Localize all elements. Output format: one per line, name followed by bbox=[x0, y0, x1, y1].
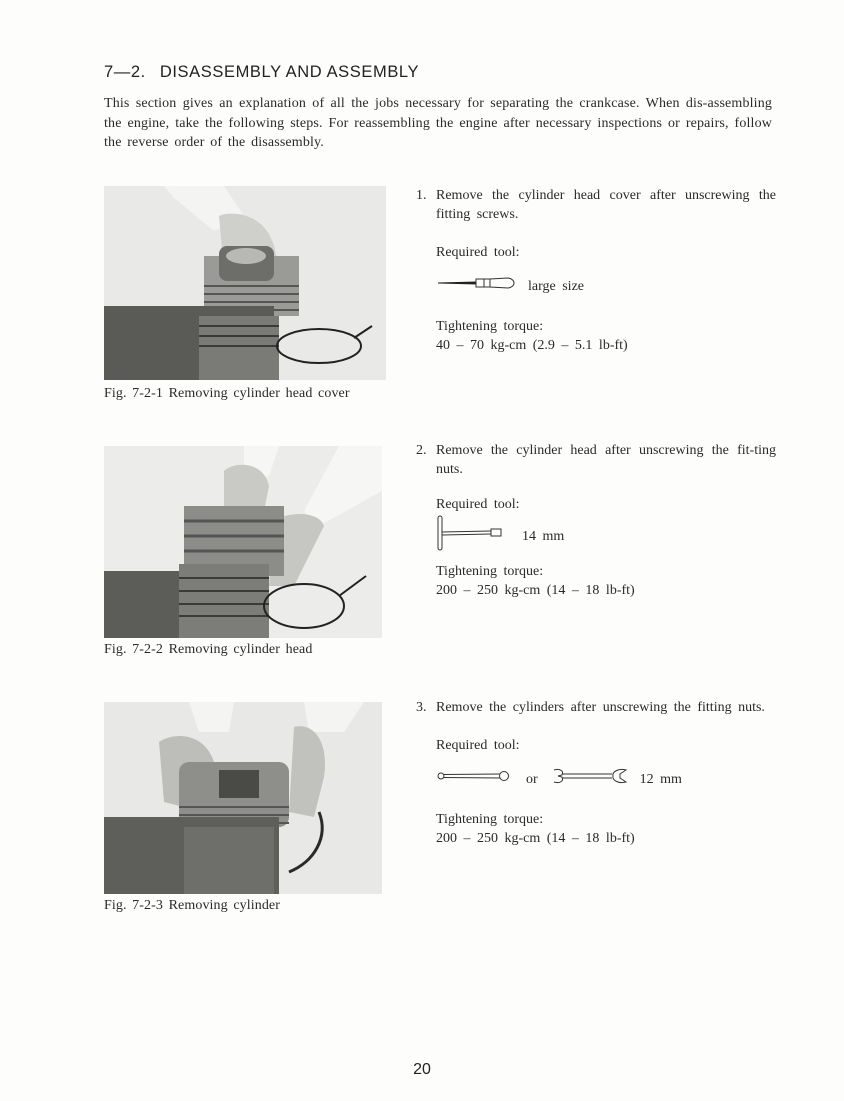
step-2-torque-value: 200 – 250 kg-cm (14 – 18 lb-ft) bbox=[436, 583, 635, 598]
section-heading bbox=[104, 63, 419, 82]
step-1-text: Remove the cylinder head cover after unscrewing the fitting screws. bbox=[436, 188, 776, 222]
screwdriver-icon bbox=[436, 276, 516, 296]
step-1-torque-label: Tightening torque: bbox=[436, 319, 544, 334]
section-title: DISASSEMBLY AND ASSEMBLY bbox=[159, 63, 420, 81]
step-3-torque-label: Tightening torque: bbox=[436, 812, 544, 827]
step-1-tool-row bbox=[416, 266, 776, 306]
step-1-tool-size: large size bbox=[528, 278, 584, 294]
step-3-text: Remove the cylinders after unscrewing the fitting nuts. bbox=[436, 700, 765, 715]
figure-3-caption: Fig. 7-2-3 Removing cylinder bbox=[104, 898, 280, 913]
section-number: 7—2. bbox=[104, 63, 146, 81]
figure-2-caption: Fig. 7-2-2 Removing cylinder head bbox=[104, 642, 313, 657]
figure-1-caption: Fig. 7-2-1 Removing cylinder head cover bbox=[104, 386, 350, 401]
step-3-tool-or: or bbox=[526, 771, 538, 787]
figure-2-photo bbox=[104, 446, 382, 638]
t-handle-wrench-icon bbox=[436, 514, 506, 558]
figure-3-photo bbox=[104, 702, 382, 894]
step-3-tool-row bbox=[416, 759, 776, 799]
box-wrench-icon bbox=[436, 769, 510, 789]
step-2-tool-row bbox=[416, 514, 776, 558]
step-3-tool-label: Required tool: bbox=[436, 738, 520, 753]
step-2-tool-label: Required tool: bbox=[436, 497, 520, 512]
step-2-instruction bbox=[416, 441, 776, 479]
figure-1-photo bbox=[104, 186, 386, 380]
step-3-tool-size: 12 mm bbox=[639, 771, 682, 787]
step-1-number: 1. bbox=[416, 188, 427, 203]
step-3 bbox=[416, 698, 776, 848]
step-3-torque-value: 200 – 250 kg-cm (14 – 18 lb-ft) bbox=[436, 831, 635, 846]
step-2 bbox=[416, 441, 776, 600]
open-end-wrench-icon bbox=[550, 767, 630, 791]
step-2-torque-label: Tightening torque: bbox=[436, 564, 544, 579]
step-3-instruction bbox=[416, 698, 776, 717]
step-2-text: Remove the cylinder head after unscrewing the fit-ting nuts. bbox=[436, 443, 776, 477]
section-intro: This section gives an explanation of all the jobs necessary for separating the crankcase. When dis-assembling the engine, take the following steps. For reassembling the engine after necessary inspections or repairs, follow the reverse order of the disassembly. bbox=[104, 96, 772, 150]
step-1 bbox=[416, 186, 776, 355]
step-1-torque-value: 40 – 70 kg-cm (2.9 – 5.1 lb-ft) bbox=[436, 338, 628, 353]
step-2-number: 2. bbox=[416, 443, 427, 458]
step-1-tool-label: Required tool: bbox=[436, 245, 520, 260]
step-1-instruction bbox=[416, 186, 776, 224]
step-2-tool-size: 14 mm bbox=[522, 528, 565, 544]
step-3-number: 3. bbox=[416, 700, 427, 715]
page-number: 20 bbox=[413, 1061, 431, 1078]
